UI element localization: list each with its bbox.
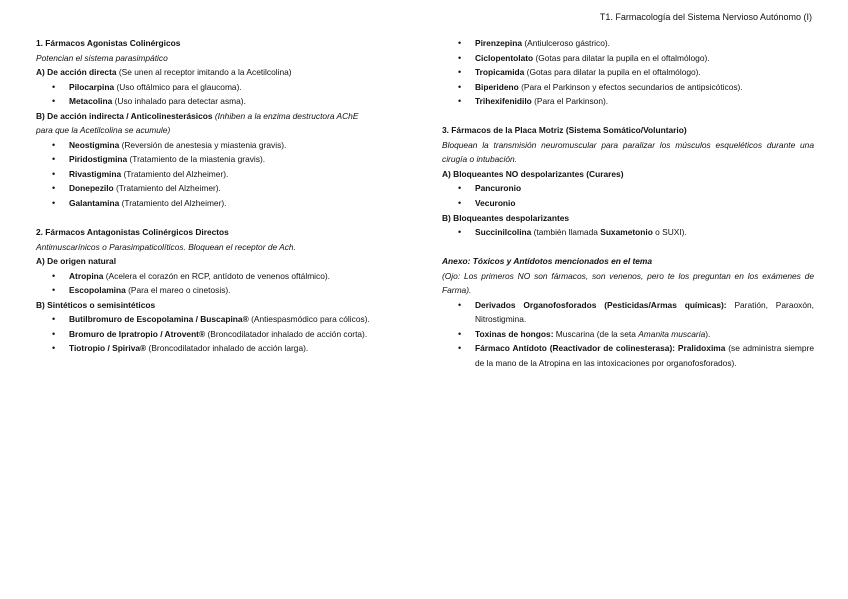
bullet-icon: • — [52, 328, 56, 339]
section-title-motor-plate: 3. Fármacos de la Placa Motriz (Sistema Somático/Voluntario) — [442, 125, 687, 136]
drug-desc-end: o SUXI). — [652, 227, 687, 238]
bullet-icon: • — [458, 227, 462, 238]
bullet-icon: • — [52, 183, 56, 194]
section-title-antagonists: 2. Fármacos Antagonistas Colinérgicos Directos — [36, 227, 229, 238]
list-item — [36, 312, 408, 327]
subsection-note: (Inhiben a la enzima destructora AChE — [212, 110, 359, 121]
spacer — [36, 211, 408, 226]
drug-desc: (Uso oftálmico para el glaucoma). — [114, 81, 242, 92]
drug-desc: (Reversión de anestesia y miastenia gravis). — [119, 139, 287, 150]
toxin-name: Toxinas de hongos: — [475, 328, 554, 339]
toxin-desc: Paratión, Paraoxón, Nitrostigmina. — [475, 299, 814, 325]
section-title-agonists: 1. Fármacos Agonistas Colinérgicos — [36, 38, 181, 48]
annex-title: Anexo: Tóxicos y Antídotos mencionados en el tema — [442, 256, 653, 267]
list-item — [442, 225, 814, 240]
subsection-non-depolarizing: A) Bloqueantes NO despolarizantes (Curares) — [442, 168, 624, 179]
bullet-icon: • — [52, 343, 56, 354]
bullet-icon: • — [458, 198, 462, 209]
subsection-direct — [36, 65, 408, 80]
drug-name: Metacolina — [69, 96, 113, 107]
bullet-icon: • — [52, 168, 56, 179]
bullet-icon: • — [52, 314, 56, 325]
annex-note: (Ojo: Los primeros NO son fármacos, son venenos, pero te los preguntan en los exámenes de Farma). — [442, 270, 814, 296]
drug-list-depolarizing — [442, 225, 814, 240]
drug-name: Succinilcolina — [475, 227, 532, 238]
bullet-icon: • — [52, 96, 56, 107]
spacer — [442, 240, 814, 255]
bullet-icon: • — [458, 52, 462, 63]
drug-desc: (Tratamiento del Alzheimer). — [121, 168, 229, 179]
bullet-icon: • — [52, 198, 56, 209]
drug-desc: (Para el Parkinson y efectos secundarios de antipsicóticos). — [518, 81, 743, 92]
list-item — [36, 283, 408, 298]
section-subtitle-motor-plate: Bloquean la transmisión neuromuscular para paralizar los músculos esqueléticos durante una cirugía o intubación. — [442, 139, 814, 165]
drug-desc: (también llamada — [531, 227, 601, 238]
drug-alt-name: Suxametonio — [600, 227, 653, 238]
drug-name: Galantamina — [69, 198, 120, 209]
antidote-desc: (se administra siempre de la mano de la Atropina en las intoxicaciones por organofosforados). — [475, 343, 815, 369]
bullet-icon: • — [458, 96, 462, 107]
bullet-icon: • — [458, 67, 462, 78]
subsection-indirect — [36, 109, 408, 124]
bullet-icon: • — [458, 343, 462, 354]
drug-name: Donepezilo — [69, 183, 114, 194]
list-item — [442, 80, 814, 95]
section-subtitle-agonists: Potencian el sistema parasimpático — [36, 52, 168, 63]
drug-desc: (Acelera el corazón en RCP, antídoto de venenos oftálmico). — [103, 270, 330, 281]
list-item — [36, 327, 408, 342]
list-item — [36, 167, 408, 182]
drug-name: Atropina — [69, 270, 104, 281]
list-item — [36, 80, 408, 95]
drug-desc: (Broncodilatador inhalado de acción larga). — [146, 343, 309, 354]
drug-name: Rivastigmina — [69, 168, 122, 179]
toxin-desc: Muscarina (de la seta — [553, 328, 639, 339]
list-item — [36, 341, 408, 356]
bullet-icon: • — [458, 81, 462, 92]
drug-name: Escopolamina — [69, 285, 126, 296]
list-item — [36, 94, 408, 109]
page-header: T1. Farmacología del Sistema Nervioso Autónomo (I) — [599, 12, 812, 22]
bullet-icon: • — [458, 183, 462, 194]
drug-desc: (Tratamiento del Alzheimer). — [113, 183, 221, 194]
drug-name: Butilbromuro de Escopolamina / Buscapina® — [69, 314, 249, 325]
drug-name: Bromuro de Ipratropio / Atrovent® — [69, 328, 206, 339]
drug-desc: (Gotas para dilatar la pupila en el oftalmólogo). — [533, 52, 710, 63]
list-item — [442, 65, 814, 80]
drug-desc: (Para el Parkinson). — [531, 96, 609, 107]
bullet-icon: • — [52, 154, 56, 165]
list-item — [442, 341, 814, 370]
drug-desc: (Antiulceroso gástrico). — [522, 38, 610, 48]
bullet-icon: • — [458, 299, 462, 310]
list-item — [442, 181, 814, 196]
drug-name: Neostigmina — [69, 139, 120, 150]
bullet-icon: • — [52, 285, 56, 296]
list-item — [36, 196, 408, 211]
bullet-icon: • — [52, 270, 56, 281]
toxin-name: Derivados Organofosforados (Pesticidas/Armas químicas): — [475, 299, 727, 310]
list-item — [36, 269, 408, 284]
list-item — [442, 327, 814, 342]
drug-desc: (Para el mareo o cinetosis). — [125, 285, 231, 296]
subsection-heading: B) De acción indirecta / Anticolinesterásicos — [36, 110, 213, 121]
right-column — [442, 36, 814, 371]
drug-list-antagonists-cont — [442, 36, 814, 109]
list-item — [442, 196, 814, 211]
drug-name: Vecuronio — [475, 198, 516, 209]
bullet-icon: • — [52, 139, 56, 150]
drug-name: Tiotropio / Spiriva® — [69, 343, 147, 354]
spacer — [442, 109, 814, 124]
drug-name: Piridostigmina — [69, 154, 128, 165]
subsection-natural: A) De origen natural — [36, 256, 117, 267]
subsection-heading: A) De acción directa — [36, 67, 117, 78]
list-item — [442, 51, 814, 66]
bullet-icon: • — [458, 328, 462, 339]
drug-desc: (Uso inhalado para detectar asma). — [112, 96, 246, 107]
drug-name: Trihexifenidilo — [475, 96, 532, 107]
list-item — [36, 181, 408, 196]
drug-name: Pancuronio — [475, 183, 522, 194]
drug-desc: (Broncodilatador inhalado de acción corta). — [205, 328, 368, 339]
bullet-icon: • — [458, 38, 462, 48]
left-column — [36, 36, 408, 356]
drug-desc: (Tratamiento de la miastenia gravis). — [127, 154, 266, 165]
subsection-note: (Se unen al receptor imitando a la Acetilcolina) — [116, 67, 292, 78]
subsection-note-cont: para que la Acetilcolina se acumule) — [36, 125, 171, 136]
drug-list-natural — [36, 269, 408, 298]
section-subtitle-antagonists: Antimuscarínicos o Parasimpaticolíticos. Bloquean el receptor de Ach. — [36, 241, 296, 252]
drug-desc: (Tratamiento del Alzheimer). — [119, 198, 227, 209]
drug-list-synthetic — [36, 312, 408, 356]
subsection-depolarizing: B) Bloqueantes despolarizantes — [442, 212, 570, 223]
list-item — [36, 152, 408, 167]
drug-list-direct — [36, 80, 408, 109]
antidote-name: Fármaco Antídoto (Reactivador de colinesterasa): Pralidoxima — [475, 343, 726, 354]
species-name: Amanita muscaria — [638, 328, 706, 339]
drug-list-non-depolarizing — [442, 181, 814, 210]
drug-name: Pilocarpina — [69, 81, 115, 92]
list-item — [36, 138, 408, 153]
bullet-icon: • — [52, 81, 56, 92]
annex-list — [442, 298, 814, 371]
drug-desc: (Antiespasmódico para cólicos). — [248, 314, 370, 325]
list-item — [442, 94, 814, 109]
list-item — [442, 298, 814, 327]
drug-list-indirect — [36, 138, 408, 211]
drug-name: Tropicamida — [475, 67, 525, 78]
toxin-desc-end: ). — [705, 328, 711, 339]
drug-desc: (Gotas para dilatar la pupila en el oftalmólogo). — [524, 67, 701, 78]
drug-name: Ciclopentolato — [475, 52, 534, 63]
drug-name: Pirenzepina — [475, 38, 523, 48]
list-item — [442, 36, 814, 51]
drug-name: Biperideno — [475, 81, 519, 92]
subsection-synthetic: B) Sintéticos o semisintéticos — [36, 299, 156, 310]
